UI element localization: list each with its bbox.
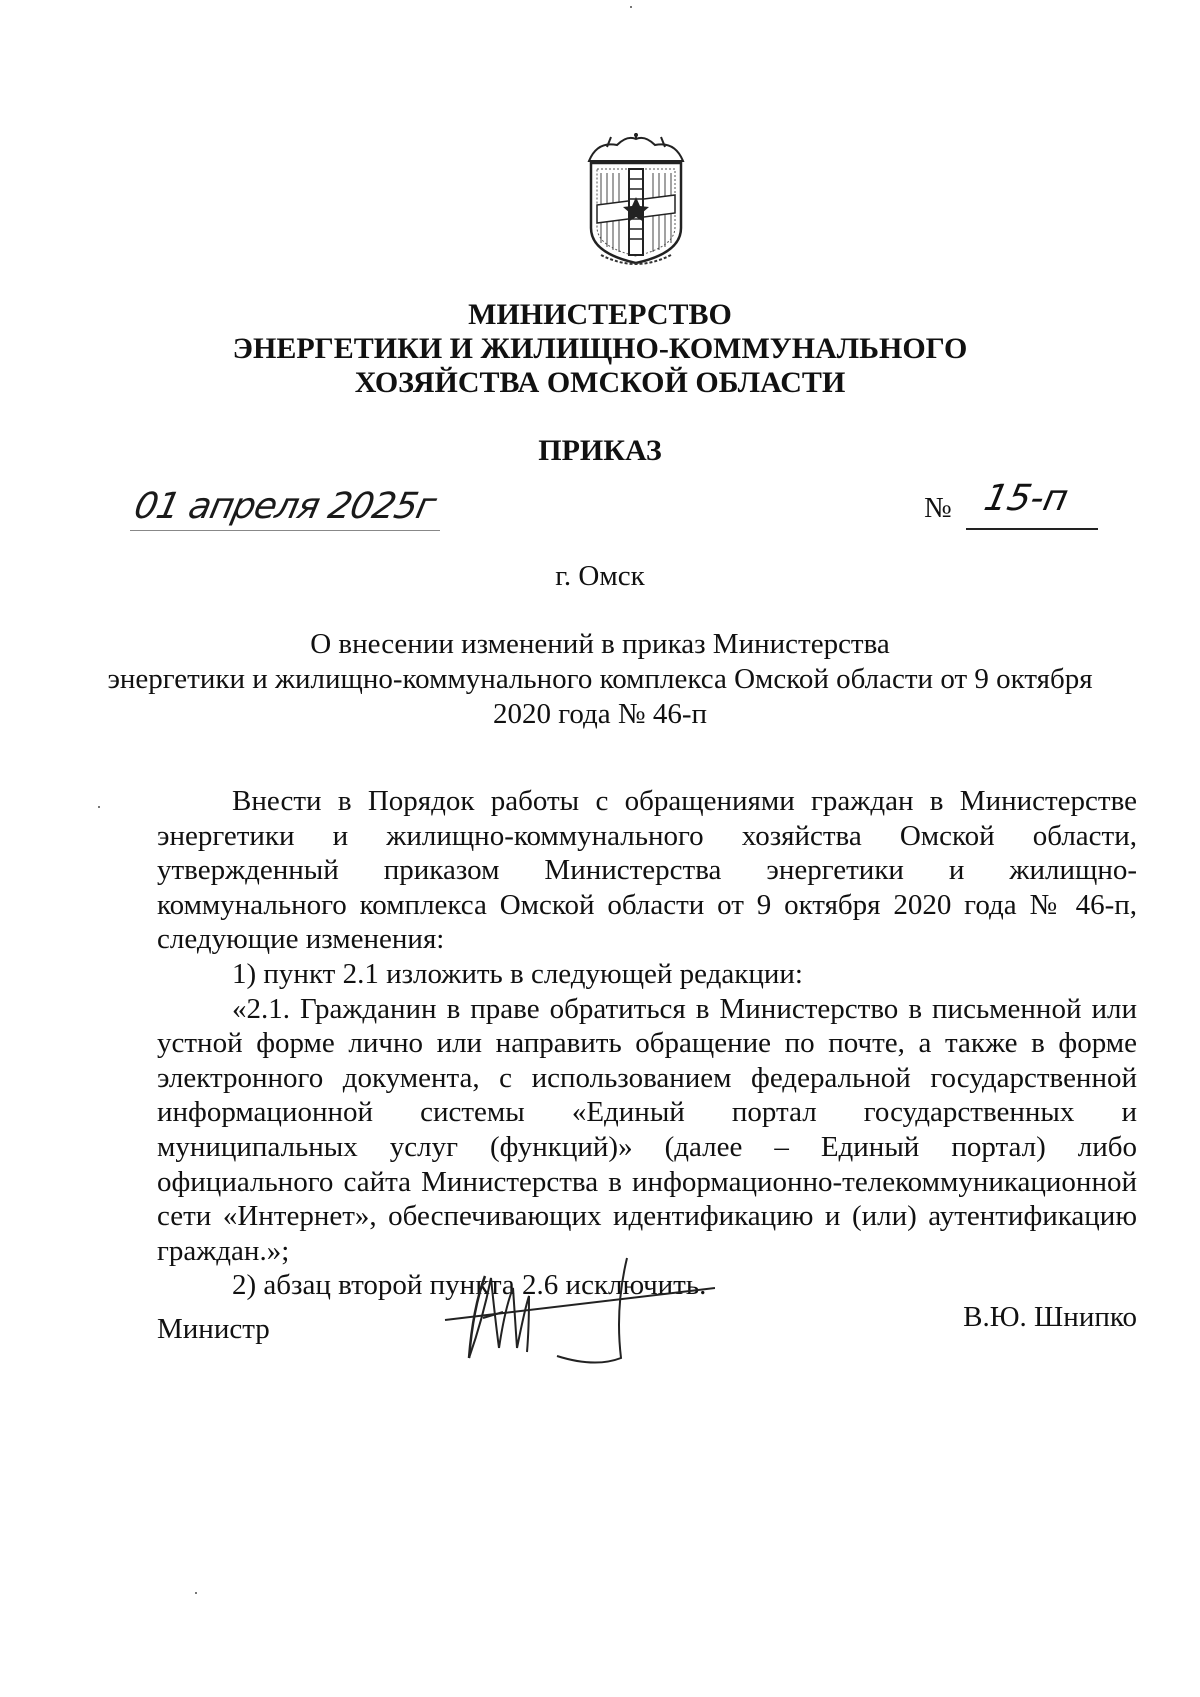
- document-type: ПРИКАЗ: [538, 434, 662, 467]
- order-body: [157, 784, 1137, 1303]
- handwritten-number: 15-п: [980, 478, 1072, 519]
- number-label: №: [924, 492, 952, 524]
- body-intro: Внести в Порядок работы с обращениями граждан в Министерстве энергетики и жилищно-коммунального хозяйства Омской области, утвержденный приказом Министерства энергетики и жилищно-коммунального комплекса Омской области от 9 октября 2020 года № 46-п, следующие изменения:: [157, 785, 1137, 956]
- omsk-oblast-coat-of-arms-icon: [577, 133, 695, 268]
- handwritten-date: 01 апреля 2025г: [130, 486, 439, 527]
- subject-line-3: 2020 года № 46-п: [492, 698, 708, 730]
- number-underline: [966, 528, 1098, 530]
- ministry-line-3: ХОЗЯЙСТВА ОМСКОЙ ОБЛАСТИ: [354, 366, 846, 399]
- scan-speck: [195, 1592, 197, 1594]
- body-item-1: 1) пункт 2.1 изложить в следующей редакции:: [232, 957, 803, 990]
- subject-line-1: О внесении изменений в приказ Министерства: [310, 628, 890, 660]
- city: г. Омск: [555, 560, 645, 592]
- order-subject: [0, 627, 1200, 732]
- ministry-line-2: ЭНЕРГЕТИКИ И ЖИЛИЩНО-КОММУНАЛЬНОГО: [232, 332, 968, 365]
- body-item-2: 2) абзац второй пункта 2.6 исключить.: [232, 1269, 707, 1302]
- signer-role: Министр: [157, 1313, 270, 1345]
- body-quote: «2.1. Гражданин в праве обратиться в Министерство в письменной или устной форме лично или направить обращение по почте, а также в форме электронного документа, с использованием федеральной государственной информационной системы «Единый портал государственных и муниципальных услуг (функций)» (далее – Единый портал) либо официального сайта Министерства в информационно-телекоммуникационной сети «Интернет», обеспечивающих идентификацию и (или) аутентификацию граждан.»;: [157, 992, 1137, 1267]
- signer-name: В.Ю. Шнипко: [963, 1301, 1137, 1333]
- ministry-line-1: МИНИСТЕРСТВО: [468, 298, 732, 331]
- ministry-title: [0, 298, 1200, 400]
- scan-speck: [630, 6, 632, 8]
- handwritten-signature-icon: [425, 1248, 715, 1378]
- scan-speck: [98, 806, 100, 808]
- date-underline: [130, 530, 440, 531]
- subject-line-2: энергетики и жилищно-коммунального комплекса Омской области от 9 октября: [107, 663, 1093, 695]
